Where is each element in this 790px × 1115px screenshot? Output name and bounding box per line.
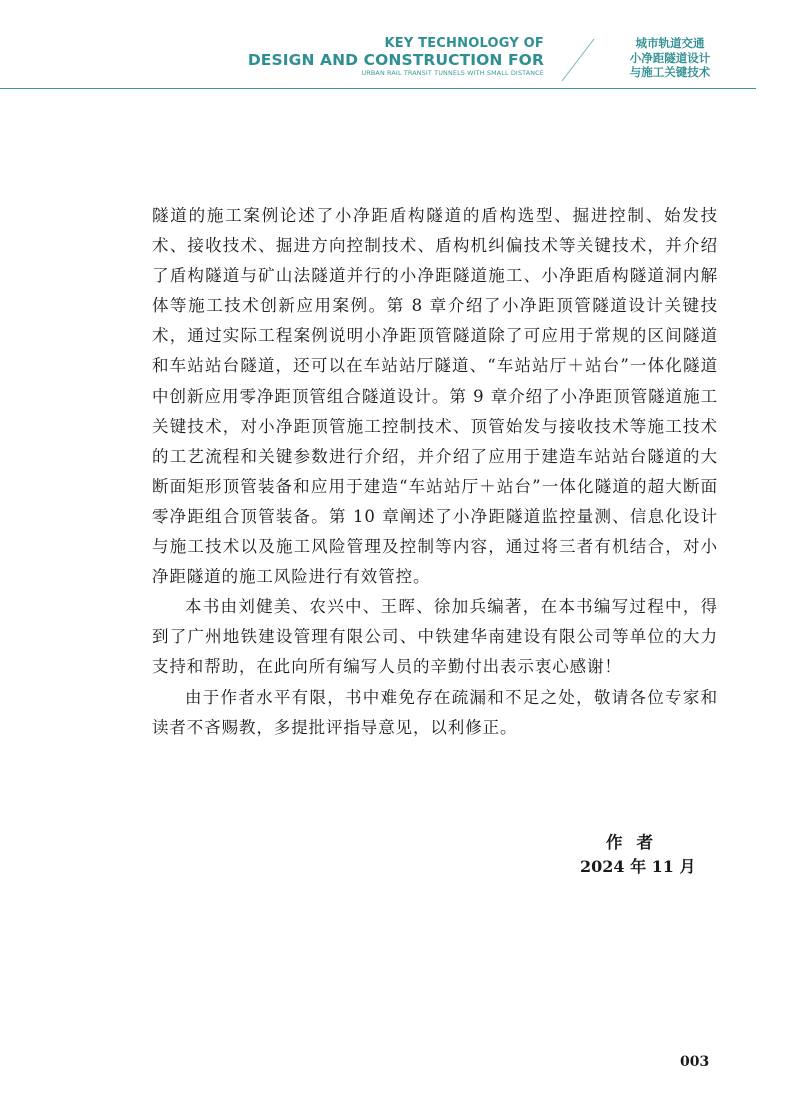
book-title-english (248, 36, 544, 78)
preface-body (152, 201, 718, 743)
title-en-line3: URBAN RAIL TRANSIT TUNNELS WITH SMALL DISTANCE (361, 69, 544, 77)
paragraph-3: 由于作者水平有限，书中难免存在疏漏和不足之处，敬请各位专家和读者不吝赐教，多提批评指导意见，以利修正。 (152, 687, 718, 737)
page-header (0, 0, 790, 92)
book-title-chinese (614, 36, 726, 80)
header-divider-slash (560, 38, 596, 82)
signature-author: 作者 (606, 833, 667, 852)
paragraph-1: 隧道的施工案例论述了小净距盾构隧道的盾构选型、掘进控制、始发技术、接收技术、掘进方向控制技术、盾构机纠偏技术等关键技术，并介绍了盾构隧道与矿山法隧道并行的小净距隧道施工、小净距盾构隧道洞内解体等施工技术创新应用案例。第 8 章介绍了小净距顶管隧道设计关键技术，通过实际工程案例说明小净距顶管隧道除了可应用于常规的区间隧道和车站站台隧道，还可以在车站站厅隧道、“车站站厅＋站台”一体化隧道中创新应用零净距顶管组合隧道设计。第 9 章介绍了小净距顶管隧道施工关键技术，对小净距顶管施工控制技术、顶管始发与接收技术等施工技术的工艺流程和关键参数进行介绍，并介绍了应用于建造车站站台隧道的大断面矩形顶管装备和应用于建造“车站站厅＋站台”一体化隧道的超大断面零净距组合顶管装备。第 10 章阐述了小净距隧道监控量测、信息化设计与施工技术以及施工风险管理及控制等内容，通过将三者有机结合，对小净距隧道的施工风险进行有效管控。 (152, 206, 718, 587)
title-cn-line3: 与施工关键技术 (629, 65, 711, 79)
signature-date: 2024 年 11 月 (580, 857, 696, 876)
page-number: 003 (680, 1054, 710, 1070)
title-en-line1: KEY TECHNOLOGY OF (384, 36, 544, 51)
title-cn-line1: 城市轨道交通 (635, 36, 705, 50)
header-rule (0, 88, 756, 89)
title-cn-line2: 小净距隧道设计 (629, 50, 711, 65)
title-en-line2: DESIGN AND CONSTRUCTION FOR (247, 51, 544, 69)
paragraph-2: 本书由刘健美、农兴中、王晖、徐加兵编著，在本书编写过程中，得到了广州地铁建设管理有限公司、中铁建华南建设有限公司等单位的大力支持和帮助，在此向所有编写人员的辛勤付出表示衷心感谢！ (152, 597, 718, 677)
